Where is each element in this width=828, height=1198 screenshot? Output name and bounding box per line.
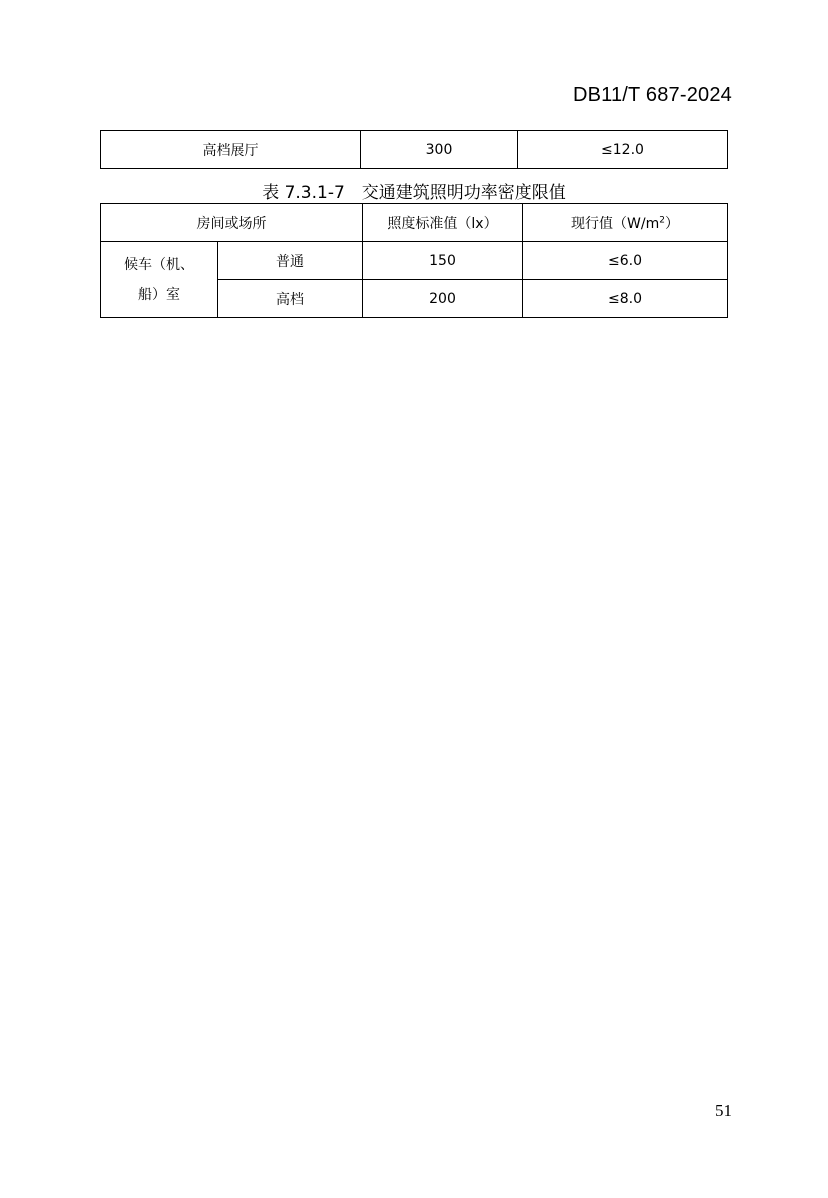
level-cell: 高档 bbox=[218, 280, 363, 318]
illuminance-cell: 200 bbox=[363, 280, 523, 318]
illuminance-cell: 150 bbox=[363, 242, 523, 280]
group-line-2: 船）室 bbox=[138, 286, 180, 303]
room-cell: 高档展厅 bbox=[101, 131, 361, 169]
header-room: 房间或场所 bbox=[101, 204, 363, 242]
group-cell bbox=[101, 242, 218, 318]
header-illuminance: 照度标准值（lx） bbox=[363, 204, 523, 242]
header-lpd-sup: 2 bbox=[659, 214, 665, 225]
table-caption: 表 7.3.1-7 交通建筑照明功率密度限值 bbox=[262, 183, 566, 203]
table-header-row bbox=[101, 204, 728, 242]
lpd-cell: ≤12.0 bbox=[518, 131, 728, 169]
standard-code: DB11/T 687-2024 bbox=[572, 84, 732, 106]
illuminance-cell: 300 bbox=[361, 131, 518, 169]
table-row bbox=[101, 131, 728, 169]
previous-table-fragment bbox=[100, 130, 728, 169]
group-line-1: 候车（机、 bbox=[124, 256, 194, 273]
header-lpd-suffix: ） bbox=[664, 215, 679, 232]
lpd-table bbox=[100, 203, 728, 318]
level-cell: 普通 bbox=[218, 242, 363, 280]
lpd-cell: ≤6.0 bbox=[523, 242, 728, 280]
header-lpd bbox=[523, 204, 728, 242]
table-row bbox=[101, 242, 728, 280]
lpd-cell: ≤8.0 bbox=[523, 280, 728, 318]
header-lpd-prefix: 现行值（W/m bbox=[571, 215, 660, 232]
page-number: 51 bbox=[715, 1101, 732, 1120]
